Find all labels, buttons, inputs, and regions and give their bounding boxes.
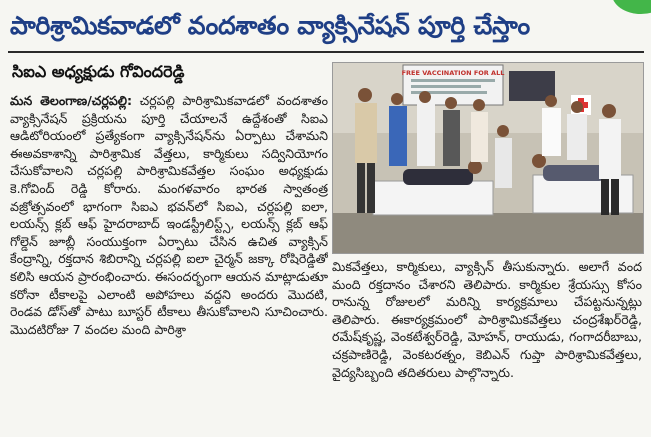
subheadline: సిఐఎ అధ్యక్షుడు గోవిందరెడ్డి <box>12 62 185 81</box>
photo-banner-text: FREE VACCINATION FOR ALL <box>401 69 505 77</box>
photo-vaccination-camp-icon <box>333 63 643 253</box>
corner-badge <box>612 0 651 14</box>
article-body-left: చర్లపల్లి పారిశ్రామికవాడలో వందశాతం వ్యాక్సినేషన్ ప్రక్రియను పూర్తి చేయాలనే ఉద్దేశంతో సిఐఎ ఆడిటోరియంలో ప్రత్యేకంగా వ్యాక్సినేషన్‌ను ఏర్పాటు చేశామని ఈఅవకాశాన్ని పారిశ్రామిక వేత్తలు, కార్మికులు సద్వినియోగం చేసుకోవాలని చర్లపల్లి పారిశ్రామికవేత్తల సంఘం అధ్యక్షుడు కె.గోవింద్ రెడ్డి కోరారు. మంగళవారం భారత స్వాతంత్ర వజ్రోత్సవంలో భాగంగా సిఐఎ భవన్‌లో సిఐఎ, చర్లపల్లి ఐలా, లయన్స్ క్లబ్ ఆఫ్ హైదరాబాద్ ఇండస్ట్రీలిస్ట్స్, లయన్స్ క్లబ్ ఆఫ్ గోల్డెన్ జూబ్లీ సంయుక్తంగా ఏర్పాటు చేసిన ఉచిత వ్యాక్సిన్ కేంద్రాన్ని, రక్తదాన శిబిరాన్ని చర్లపల్లి ఐలా చైర్మన్ జక్కా రోషిరెడ్డితో కలిసి ఆయన ప్రారంభించారు. ఈసందర్భంగా ఆయన మాట్లాడుతూ కరోనా టీకాలపై ఎలాంటి అపోహలు వద్దని అందరు మొదటి, రెండవ డోస్‌తో పాటు బూస్టర్ టీకాలు తీసుకోవాలని సూచించారు. మొదటిరోజు 7 వందల మంది పారిశ్రా <box>10 93 328 337</box>
article-body-right: మికవేత్తలు, కార్మికులు, వ్యాక్సిన్ తీసుకున్నారు. అలాగే వంద మంది రక్తదానం చేశారని తెలిపారు. కార్మికుల శ్రేయస్సు కోసం రానున్న రోజులలో మరిన్ని కార్యక్రమాలు చేపట్టనున్నట్లు తెలిపారు. ఈకార్యక్రమంలో పారిశ్రామికవేత్తలు చంద్రశేఖర్‌రెడ్డి, రమేష్‌కృష్ణ, వెంకటేశ్వర్‌రెడ్డి, మోహన్, రాయుడు, గంగాదరీబాబు, చక్రపాణిరెడ్డి, వెంకటరత్నం, కెబిఎన్ గుప్తా పారిశ్రామికవేత్తలు, వైద్యసిబ్బంది తదితరులు పాల్గొన్నారు. <box>332 259 642 380</box>
headline-rule <box>8 51 644 53</box>
dateline: మన తెలంగాణ/చర్లపల్లి: <box>10 93 133 108</box>
headline: పారిశ్రామికవాడలో వందశాతం వ్యాక్సినేషన్ పూర్తి చేస్తాం <box>10 11 530 40</box>
article-column-right <box>332 258 642 430</box>
event-photo <box>332 62 644 254</box>
article-column-left <box>10 92 328 430</box>
